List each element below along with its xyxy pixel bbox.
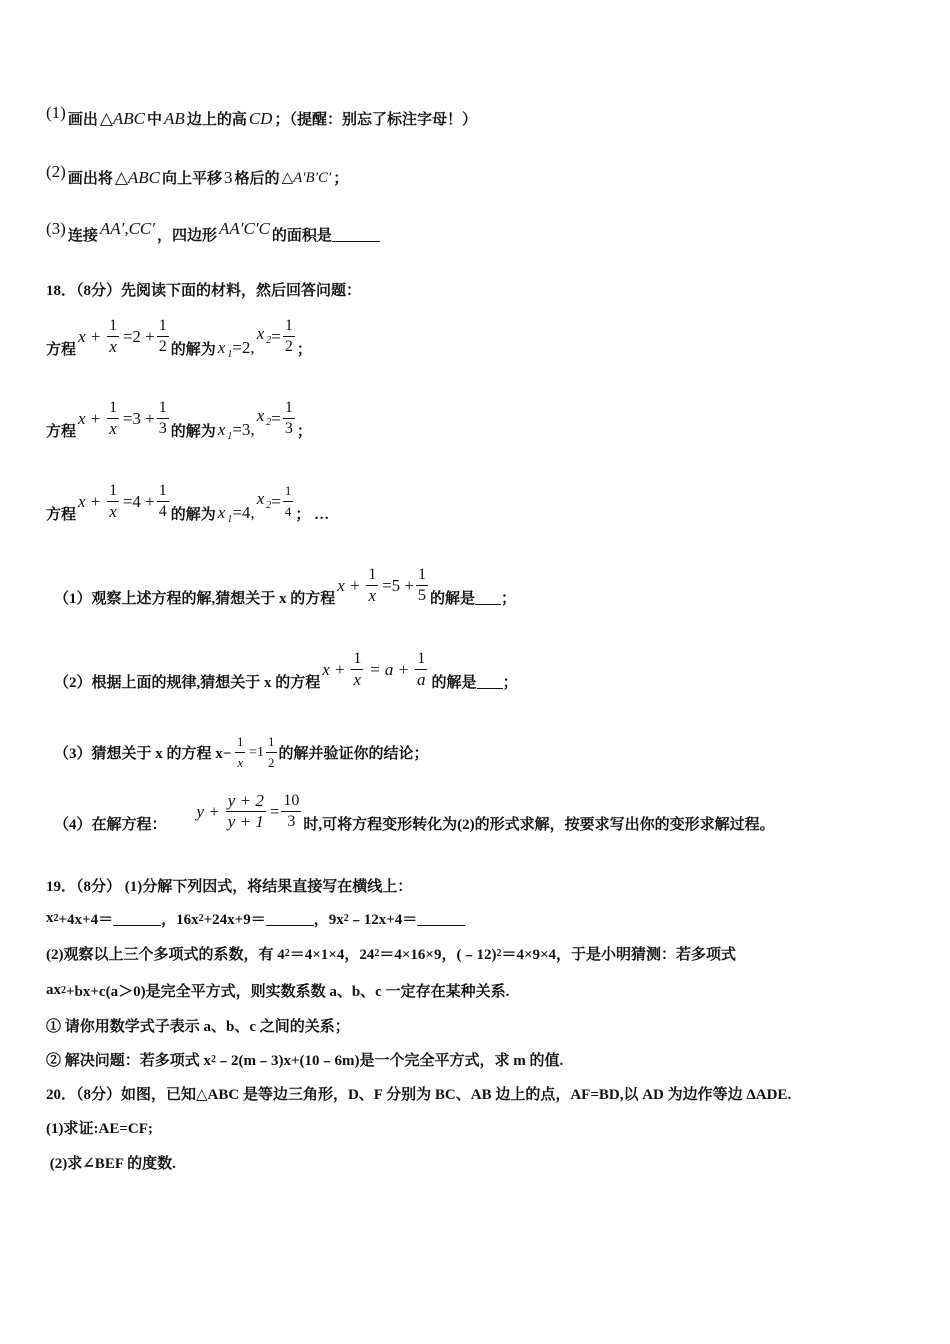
q18-equation-2	[46, 398, 312, 442]
math-var: x	[256, 323, 265, 343]
text: ； …	[295, 507, 330, 523]
math-side: AB	[164, 108, 185, 128]
text: （2）根据上面的规律,猜想关于 x 的方程	[54, 675, 321, 691]
math-triangle: △ABC	[114, 167, 161, 187]
math: =2,	[232, 337, 255, 357]
fraction	[105, 398, 121, 439]
text: ＝4×16×9，(﹣12)	[379, 947, 497, 963]
fraction	[283, 481, 294, 522]
q19-line4	[46, 1015, 350, 1036]
subscript: 1	[227, 513, 233, 525]
fraction	[157, 398, 169, 439]
fraction	[416, 565, 428, 606]
fraction	[413, 649, 430, 690]
text: (2)观察以上三个多项式的系数，有 4	[46, 947, 285, 963]
q18-equation-1	[46, 316, 312, 360]
text: 画出	[67, 112, 98, 128]
denominator: 3	[284, 420, 293, 437]
text: x	[46, 910, 54, 926]
answer-blank[interactable]	[113, 911, 161, 926]
q19-header	[46, 875, 412, 896]
q19-line3	[46, 980, 509, 1001]
fraction	[224, 791, 268, 832]
math: =4 +	[122, 491, 155, 511]
text: 画出将	[67, 171, 113, 187]
q19-line1	[46, 908, 465, 929]
math: =5 +	[382, 575, 415, 595]
denominator: 3	[158, 420, 167, 437]
text: （4）在解方程：	[54, 817, 167, 833]
text: 的解为	[170, 507, 216, 523]
denominator: x	[109, 337, 117, 356]
text: ax	[46, 982, 61, 998]
q19-line5	[46, 1049, 563, 1070]
text: 格后的	[234, 171, 280, 187]
math: x +	[337, 575, 361, 595]
superscript: 2	[284, 948, 290, 959]
q20-header	[46, 1083, 791, 1104]
math: x +	[78, 491, 102, 511]
math: =	[271, 491, 281, 511]
superscript: 2	[61, 985, 66, 996]
numerator: 1	[107, 481, 119, 502]
fraction	[365, 565, 381, 606]
math-cd: CD	[248, 108, 273, 128]
numerator: 1	[283, 316, 295, 337]
math: =	[271, 408, 281, 428]
math: =1	[249, 744, 264, 760]
math: x +	[78, 408, 102, 428]
math: y +	[196, 801, 220, 821]
question-heading: 18．（8分）先阅读下面的材料，然后回答问题：	[46, 283, 362, 299]
text: 的解为	[170, 424, 216, 440]
subscript: 1	[227, 430, 233, 442]
math: =3 +	[122, 408, 155, 428]
fraction	[105, 316, 121, 357]
numerator: 1	[351, 649, 363, 670]
numerator: 1	[283, 481, 294, 502]
text: （1）观察上述方程的解,猜想关于 x 的方程	[54, 591, 336, 607]
math-triangle: △ABC	[99, 108, 146, 128]
math: x +	[322, 659, 346, 679]
denominator: x	[109, 419, 117, 438]
text: 的解并验证你的结论；	[278, 746, 429, 762]
part-number: (1)	[46, 102, 66, 122]
text: +24x+9＝	[203, 912, 266, 928]
text: (1)求证:AE=CF;	[46, 1121, 153, 1137]
text: ；（提醒：别忘了标注字母！）	[274, 112, 477, 128]
part-number: (2)	[46, 161, 66, 181]
superscript: 2	[374, 948, 380, 959]
subscript: 1	[227, 348, 233, 360]
numerator: 1	[415, 649, 427, 670]
numerator: y + 2	[227, 791, 264, 810]
text: 方程	[46, 507, 77, 523]
superscript: 2	[53, 913, 59, 924]
superscript: 2	[496, 948, 502, 959]
text: 向上平移	[162, 171, 223, 187]
numerator: 1	[235, 732, 246, 753]
math: x +	[78, 326, 102, 346]
math-number: 3	[224, 167, 233, 187]
text: 时,可将方程变形转化为(2)的形式求解，按要求写出你的变形求解过程。	[303, 817, 775, 833]
math: = a +	[369, 659, 410, 679]
text: (2)求∠BEF 的度数.	[46, 1156, 176, 1172]
fraction	[266, 732, 277, 773]
math-triangle-prime: △A′B′C′	[281, 170, 332, 186]
text: 中	[147, 112, 163, 128]
denominator: 3	[287, 813, 296, 830]
text: ＝4×9×4，于是小明猜测：若多项式	[501, 947, 737, 963]
fraction	[350, 649, 366, 690]
text: +bx+c(a＞0)是完全平方式，则实数系数 a、b、c 一定存在某种关系.	[66, 984, 510, 1000]
math: =3,	[232, 419, 255, 439]
text: ；	[296, 342, 312, 358]
q18-sub2	[54, 649, 518, 690]
fraction	[233, 732, 247, 773]
q17-part1	[46, 102, 477, 129]
text: ；	[502, 675, 518, 691]
superscript: 2	[211, 1054, 217, 1065]
fraction	[157, 316, 169, 357]
subscript: 2	[266, 499, 272, 511]
question-heading: 19．（8分） (1)分解下列因式，将结果直接写在横线上：	[46, 879, 413, 895]
text: ② 解决问题：若多项式 x	[46, 1053, 212, 1069]
text: ，9x	[313, 912, 344, 928]
text: 的解为	[170, 342, 216, 358]
q18-sub1	[54, 565, 516, 606]
text: ＝4×1×4，24	[289, 947, 375, 963]
subscript: 2	[266, 334, 272, 346]
text: 方程	[46, 342, 77, 358]
numerator: 1	[107, 398, 119, 419]
numerator: 1	[157, 481, 169, 502]
text: 边上的高	[186, 112, 247, 128]
text: 的解是	[431, 675, 477, 691]
q17-part3	[46, 218, 380, 245]
math-quadrilateral: AA′C′C	[219, 218, 270, 238]
math-var: x	[217, 337, 226, 357]
math: =	[269, 801, 280, 821]
text: 方程	[46, 424, 77, 440]
answer-blank[interactable]	[475, 590, 501, 605]
math: =2 +	[122, 326, 155, 346]
denominator: 2	[268, 755, 275, 770]
math-var: x	[217, 502, 226, 522]
text: ，16x	[161, 912, 199, 928]
math: =4,	[232, 502, 255, 522]
text: ；	[333, 171, 349, 187]
denominator: 2	[158, 338, 167, 355]
fraction	[283, 398, 295, 439]
text: +4x+4＝	[58, 912, 114, 928]
q18-header	[46, 279, 361, 300]
denominator: a	[417, 670, 426, 689]
numerator: 1	[283, 398, 295, 419]
text: ；	[501, 591, 517, 607]
fraction	[157, 481, 169, 522]
fraction	[281, 791, 301, 832]
q20-part2	[46, 1152, 176, 1173]
text: ① 请你用数学式子表示 a、b、c 之间的关系；	[46, 1019, 350, 1035]
answer-blank[interactable]	[266, 911, 314, 926]
text: ﹣2(m﹣3)x+(10﹣6m)是一个完全平方式，求 m 的值.	[216, 1053, 564, 1069]
text: 连接	[67, 228, 98, 244]
numerator: 10	[281, 791, 301, 812]
text: ；	[296, 424, 312, 440]
answer-blank[interactable]	[417, 911, 465, 926]
math-var: x	[217, 419, 226, 439]
denominator: x	[237, 755, 244, 770]
text: 的解是	[430, 591, 476, 607]
numerator: 1	[416, 565, 428, 586]
fraction	[283, 316, 295, 357]
q20-part1	[46, 1117, 153, 1138]
denominator: 4	[158, 503, 167, 520]
text: （3）猜想关于 x 的方程 x−	[54, 746, 232, 762]
q19-line2	[46, 943, 736, 964]
math: =	[271, 326, 281, 346]
math-var: x	[256, 488, 265, 508]
answer-blank[interactable]	[477, 674, 503, 689]
superscript: 2	[198, 913, 204, 924]
denominator: y + 1	[227, 812, 264, 831]
part-number: (3)	[46, 218, 66, 238]
superscript: 2	[343, 913, 349, 924]
fraction	[105, 481, 121, 522]
denominator: x	[353, 670, 362, 689]
numerator: 1	[266, 732, 277, 753]
numerator: 1	[157, 398, 169, 419]
denominator: 5	[418, 587, 427, 604]
q18-sub4	[54, 791, 775, 832]
q17-part2	[46, 161, 349, 188]
numerator: 1	[107, 316, 119, 337]
denominator: 2	[284, 338, 293, 355]
numerator: 1	[366, 565, 378, 586]
denominator: x	[368, 586, 377, 605]
numerator: 1	[157, 316, 169, 337]
denominator: x	[109, 502, 117, 521]
q18-equation-3	[46, 481, 330, 525]
question-heading: 20．（8分）如图，已知△ABC 是等边三角形，D、F 分别为 BC、AB 边上的点，AF=BD,以 AD 为边作等边 ΔADE.	[46, 1087, 792, 1103]
q18-sub3	[54, 732, 429, 773]
subscript: 2	[266, 416, 272, 428]
denominator: 4	[284, 504, 292, 519]
answer-blank[interactable]	[332, 227, 380, 242]
text: ，四边形	[156, 228, 217, 244]
text: ﹣12x+4＝	[348, 912, 418, 928]
text: 的面积是	[271, 228, 332, 244]
math-var: x	[256, 405, 265, 425]
math-segments: AA′,CC′	[99, 218, 155, 238]
